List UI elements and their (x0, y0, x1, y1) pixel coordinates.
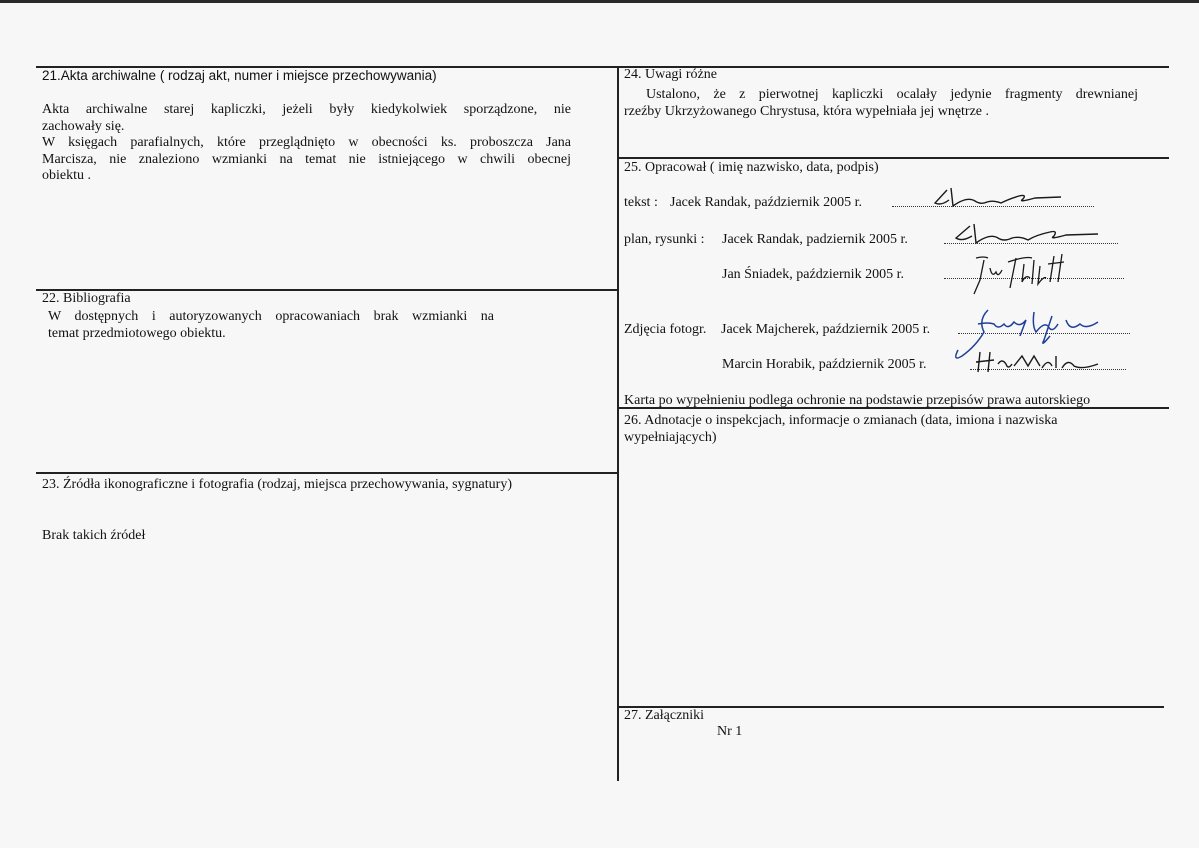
copyright-notice: Karta po wypełnieniu podlega ochronie na podstawie przepisów prawa autorskiego (624, 393, 1091, 408)
center-divider (617, 66, 619, 781)
archival-records-heading: 21.Akta archiwalne ( rodzaj akt, numer i miejsce przechowywania) (42, 68, 437, 83)
bibliography-line: temat przedmiotowego obiektu. (48, 325, 226, 341)
plans-label: plan, rysunki : (624, 232, 705, 247)
attachments-heading: 27. Załączniki (624, 708, 705, 723)
iconography-text: Brak takich źródeł (42, 528, 146, 543)
iconography-rule (36, 472, 617, 474)
archival-records-text (42, 102, 571, 185)
prepared-by-rule (618, 157, 1169, 159)
plans-author-entry: Jacek Randak, padziernik 2005 r. (722, 232, 908, 247)
photos-label: Zdjęcia fotogr. (624, 322, 707, 337)
remarks-heading: 24. Uwagi różne (624, 67, 717, 82)
text-author-label: tekst : (624, 195, 658, 210)
annotations-heading-line2: wypełniających) (624, 430, 717, 445)
signature-horabik (972, 348, 1112, 374)
photos-second-author-entry: Marcin Horabik, październik 2005 r. (722, 357, 927, 372)
prepared-by-heading: 25. Opracował ( imię nazwisko, data, podpis) (624, 160, 879, 175)
archival-line: obiektu . (42, 168, 91, 183)
bibliography-heading: 22. Bibliografia (42, 291, 131, 306)
iconography-heading: 23. Źródła ikonograficzne i fotografia (rodzaj, miejsca przechowywania, sygnatury) (42, 477, 512, 492)
bibliography-text (48, 309, 494, 342)
remarks-line: Ustalono, że z pierwotnej kapliczki ocalały jedynie fragmenty drewnianej (646, 87, 1138, 102)
archival-line: Akta archiwalne starej kapliczki, jeżeli były kiedykolwiek sporządzone, nie (42, 102, 571, 117)
archival-line: W księgach parafialnych, które przeglądnięto w obecności ks. proboszcza Jana (42, 135, 571, 150)
photos-author-entry: Jacek Majcherek, październik 2005 r. (721, 322, 931, 337)
signature-randak-text (915, 186, 1065, 214)
annotations-heading-line1: 26. Adnotacje o inspekcjach, informacje o zmianach (data, imiona i nazwiska (624, 413, 1058, 428)
remarks-line: rzeźby Ukrzyżowanego Chrystusa, która wypełniała jej wnętrze . (624, 103, 990, 119)
text-author-entry: Jacek Randak, październik 2005 r. (670, 195, 863, 210)
remarks-text (624, 87, 1138, 120)
signature-sniadek (970, 248, 1080, 296)
bibliography-line: W dostępnych i autoryzowanych opracowaniach brak wzmianki na (48, 309, 494, 324)
page-top-edge (0, 0, 1199, 3)
drawings-author-entry: Jan Śniadek, październik 2005 r. (722, 267, 904, 282)
attachment-item: Nr 1 (717, 724, 743, 739)
signature-randak-plans (940, 222, 1100, 250)
archival-line: zachowały się. (42, 118, 125, 134)
archival-line: Marcisza, nie znaleziono wzmianki na temat nie istniejącego w chwili obecnej (42, 151, 571, 167)
